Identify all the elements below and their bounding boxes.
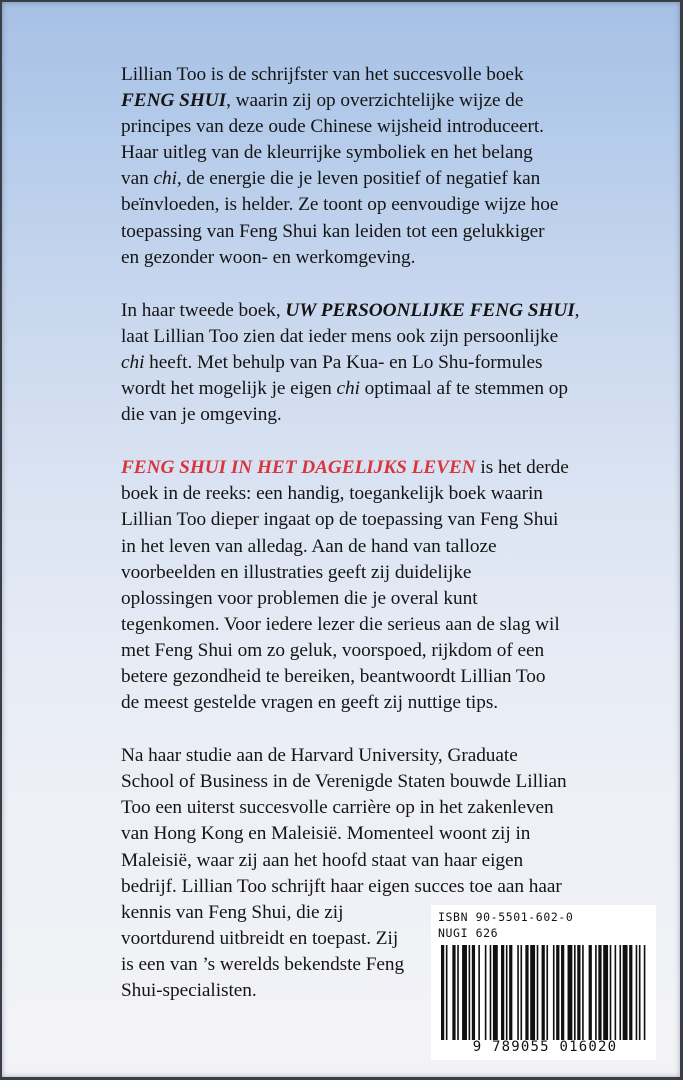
text-line <box>121 166 651 192</box>
barcode-bar <box>472 945 475 1040</box>
barcode-bar <box>530 945 535 1040</box>
barcode-bar <box>462 945 467 1040</box>
text-fragment: , de energie die je leven positief of negatief kan <box>176 168 541 190</box>
text-line: tegenkomen. Voor iedere lezer die serieus aan de slag wil <box>121 613 560 635</box>
book-title-dagelijks-leven: FENG SHUI IN HET DAGELIJKS LEVEN <box>121 457 476 479</box>
term-chi: chi <box>336 378 360 400</box>
text-line: Shui-specialisten. <box>121 980 257 1001</box>
barcode-bar <box>452 945 455 1040</box>
text-line <box>121 350 651 376</box>
isbn-barcode-label <box>431 905 656 1060</box>
term-chi: chi <box>153 168 177 190</box>
barcode-bars <box>439 945 649 1040</box>
barcode-bar <box>610 945 612 1040</box>
barcode-bar <box>595 945 597 1040</box>
barcode-bar <box>517 945 519 1040</box>
barcode-bar <box>615 945 617 1040</box>
text-line: Lillian Too is de schrijfster van het succesvolle boek <box>121 64 524 85</box>
barcode-bar <box>485 945 487 1040</box>
text-line: Lillian Too dieper ingaat op de toepassing van Feng Shui <box>121 509 559 531</box>
text-line: Maleisië, waar zij aan het hoofd staat van haar eigen <box>121 849 524 871</box>
text-line <box>121 88 651 114</box>
text-line: en gezonder woon- en werkomgeving. <box>121 246 416 268</box>
barcode-digits: 9 789055 016020 <box>472 1039 618 1055</box>
text-line: laat Lillian Too zien dat ieder mens ook zijn persoonlijke <box>121 325 559 347</box>
text-line: beïnvloeden, is helder. Ze toont op eenvoudige wijze hoe <box>121 194 559 216</box>
text-line: School of Business in de Verenigde Staten bouwde Lillian <box>121 771 567 793</box>
barcode-bar <box>603 945 608 1040</box>
text-fragment: , <box>574 299 580 321</box>
text-line: kennis van Feng Shui, die zij <box>121 901 344 923</box>
barcode-bar <box>644 945 646 1040</box>
paragraph-intro <box>121 62 651 271</box>
text-line: in het leven van alledag. Aan de hand van talloze <box>121 535 497 557</box>
barcode-bar <box>561 945 564 1040</box>
text-line: principes van deze oude Chinese wijsheid introduceert. <box>121 116 544 138</box>
barcode-bar <box>490 945 492 1040</box>
barcode-bar <box>457 945 459 1040</box>
paragraph-second-book <box>121 298 651 428</box>
book-title-persoonlijke: UW PERSOONLIJKE FENG SHUI <box>285 299 575 321</box>
isbn-number: ISBN 90-5501-602-0 <box>438 910 574 924</box>
barcode-bar <box>441 945 444 1040</box>
barcode-bar <box>553 945 555 1040</box>
nugi-code: NUGI 626 <box>438 926 499 940</box>
barcode-bar <box>546 945 548 1040</box>
barcode-bar <box>542 945 545 1040</box>
barcode-bar <box>629 945 632 1040</box>
book-back-cover <box>2 2 680 1077</box>
text-line <box>121 298 651 324</box>
book-title-feng-shui: FENG SHUI <box>121 90 227 112</box>
barcode-bar <box>556 945 559 1040</box>
text-line: boek in de reeks: een handig, toegankelijk boek waarin <box>121 483 543 505</box>
barcode-bar <box>537 945 539 1040</box>
text-fragment: wordt het mogelijk je eigen <box>121 378 337 400</box>
text-fragment: In haar tweede boek, <box>121 299 286 321</box>
text-line: toepassing van Feng Shui kan leiden tot een gelukkiger <box>121 220 545 242</box>
text-line: met Feng Shui om zo geluk, voorspoed, rijkdom of een <box>121 639 545 661</box>
text-fragment: optimaal af te stemmen op <box>359 378 568 400</box>
barcode-bar <box>469 945 471 1040</box>
text-line: is een van ’s werelds bekendste Feng <box>121 953 405 975</box>
barcode-bar <box>446 945 448 1040</box>
text-line: Na haar studie aan de Harvard University, Graduate <box>121 745 518 767</box>
barcode-bar <box>478 945 480 1040</box>
text-fragment: is het derde <box>475 457 569 479</box>
text-line: voorbeelden en illustraties geeft zij duidelijke <box>121 561 472 583</box>
barcode-bar <box>568 945 573 1040</box>
text-line: de meest gestelde vragen en geeft zij nuttige tips. <box>121 692 499 714</box>
text-line: die van je omgeving. <box>121 404 282 426</box>
barcode-bar <box>619 945 621 1040</box>
paragraph-third-book <box>121 455 651 716</box>
barcode-bar <box>525 945 528 1040</box>
barcode-bar <box>577 945 580 1040</box>
text-line: oplossingen voor problemen die je overal kunt <box>121 587 478 609</box>
barcode-bar <box>509 945 512 1040</box>
text-line: Haar uitleg van de kleurrijke symboliek en het belang <box>121 142 533 164</box>
text-line: betere gezondheid te bereiken, beantwoordt Lillian Too <box>121 665 546 687</box>
term-chi: chi <box>121 351 145 373</box>
barcode-bar <box>574 945 576 1040</box>
barcode-bar <box>501 945 504 1040</box>
barcode-bar <box>623 945 628 1040</box>
barcode-bar <box>589 945 592 1040</box>
barcode-bar <box>582 945 584 1040</box>
text-fragment: van <box>121 168 154 190</box>
barcode-bar <box>493 945 498 1040</box>
text-fragment: , waarin zij op overzichtelijke wijze de <box>226 90 524 112</box>
barcode-bar <box>639 945 641 1040</box>
text-line <box>121 455 651 481</box>
barcode-bar <box>506 945 508 1040</box>
text-line: voortdurend uitbreidt en toepast. Zij <box>121 927 399 949</box>
text-fragment: heeft. Met behulp van Pa Kua- en Lo Shu-formules <box>144 351 543 373</box>
text-line <box>121 376 651 402</box>
text-line: van Hong Kong en Maleisië. Momenteel woont zij in <box>121 823 531 845</box>
text-line: bedrijf. Lillian Too schrijft haar eigen succes toe aan haar <box>121 875 562 897</box>
barcode-bar <box>598 945 601 1040</box>
blurb-text <box>121 62 651 1031</box>
text-line: Too een uiterst succesvolle carrière op in het zakenleven <box>121 797 554 819</box>
barcode-bar <box>520 945 522 1040</box>
barcode-bar <box>636 945 638 1040</box>
